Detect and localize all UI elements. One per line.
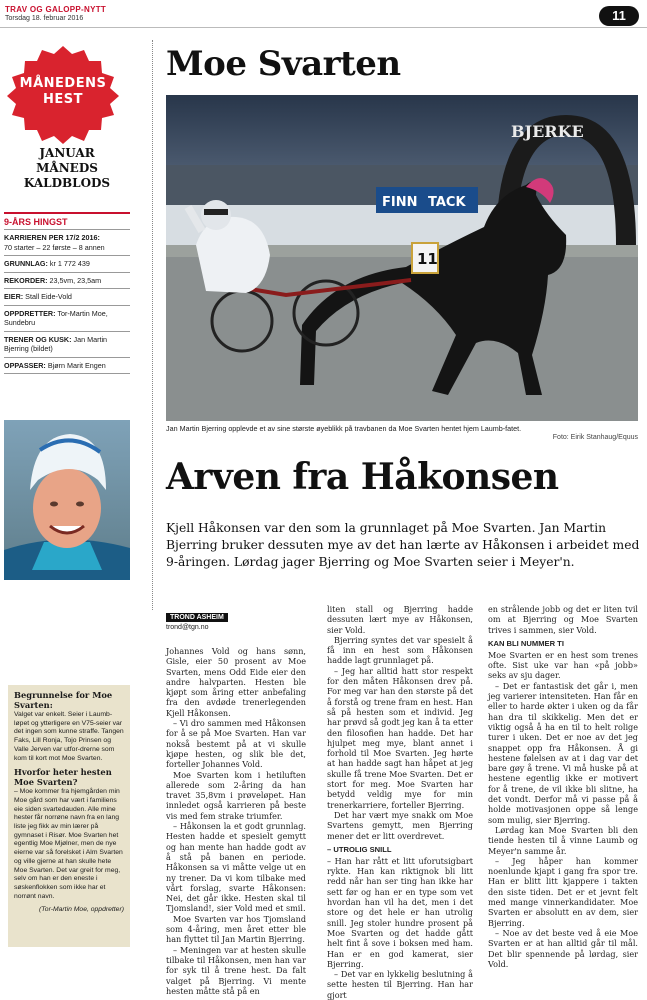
article-column-3: en strålende jobb og det er liten tvil om at Bjerring og Moe Svarten trives i sammen, sier Vold. KAN BLI NUMMER TI Moe Svarten er en hest som trenes ofte. Sist uke var han «på jobb» seks av sju dager. – Det er fantastisk det går i, men jeg varierer intensiteten. Han får en eller to harde økter i uken og da får han dra til skikkelig. Men det er viktig også å ha en til to helt rolige turer i uken. Det er noe av det jeg snappet opp fra Håkonsen. Å gi hestene følelsen av at i dag var det bare gøy å trene. Vi må huske på at hestene egentlig ikke er motivert for å trene, de vil ikke bli slitne, ha det vondt. Derfor må vi passe på å holde motivasjonen oppe så lenge som mulig, sier Bjerring. Lørdag kan Moe Svarten bli den tiende hesten til å vinne Laumb og Meyer'n samme år. – Jeg håper han kommer noenlunde kjapt i gang fra spor tre. Han er blitt litt kjappere i takten den siste tiden. Det er et jevnt felt med mange vinnerkandidater. Moe Svarten er absolutt en av dem, sier Bjerring. – Noe av det beste ved å eie Moe Svarten er at han alltid går til mål. Det blir spennende på lørdag, sier Vold. [488, 604, 638, 969]
article-column-1: Johannes Vold og hans sønn, Gisle, eier 50 prosent av Moe Svarten, mens Odd Eide eier den andre halvparten. Hesten ble kjøpt som åring etter anbefaling fra den avdøde trenerlegenden Kjell Håkonsen. – Vi dro sammen med Håkonsen for å se på Moe Svarten. Han var nokså bestemt på at vi skulle kjøpe hesten, og slik ble det, forteller Johannes Vold. Moe Svarten kom i hetiluften allerede som 2-åring da han travet 35,8vm i prøveløpet. Han innledet også karrieren på beste vis med fem strake triumfer. – Håkonsen la et godt grunnlag. Hesten hadde et spesielt gemytt og han mente han hadde godt av å stå på banen en periode. Håkonsen sa vi måtte velge ut en ny trener. Da vi kom tilbake med vårt forslag, svarte Håkonsen: Nei, det går ikke. Hesten skal til Tjomsland!, sier Vold med et smil. Moe Svarten var hos Tjomsland som 4-åring, men året etter ble han flyttet til Jan Martin Bjerring. – Meningen var at hesten skulle tilbake til Håkonsen, men han var for syk til å trene hest. Da falt valget på Bjerring. Vi mente hesten måtte stå på en [166, 646, 306, 996]
race-photo [166, 95, 638, 421]
photo-caption: Jan Martin Bjerring opplevde et av sine største øyeblikk på travbanen da Moe Svarten hentet hjem Laumb-fatet. [166, 424, 522, 433]
fact-breeder: OPPDRETTER: Tor-Martin Moe, Sundebru [4, 306, 130, 332]
info-box [8, 685, 130, 947]
publication-name: TRAV OG GALOPP-NYTT [5, 5, 107, 14]
fact-career: KARRIEREN PER 17/2 2016: 70 starter – 22 første – 8 annen [4, 230, 130, 256]
byline [166, 604, 306, 631]
photo-credit: Foto: Eirik Stanhaug/Equus [552, 434, 638, 441]
trainer-portrait [4, 420, 130, 580]
horse-age: 9-ÅRS HINGST [4, 214, 130, 230]
race-number: 11 [417, 250, 438, 268]
finn-tack-sign: FINN [382, 195, 418, 210]
author-email: trond@tgn.no [166, 624, 209, 631]
svg-text:TACK: TACK [428, 195, 466, 210]
info-signature: (Tor-Martin Moe, oppdretter) [39, 906, 124, 914]
bjerke-sign: BJERKE [511, 122, 584, 141]
subheading-utrolig-snill: – UTROLIG SNILL [327, 844, 392, 854]
fact-trainer: TRENER OG KUSK: Jan Martin Bjerring (bildet) [4, 332, 130, 358]
fact-owner: EIER: Stall Eide-Vold [4, 289, 130, 306]
page-number: 11 [599, 6, 639, 26]
month-award-title: JANUAR MÅNEDS KALDBLODS [23, 146, 111, 190]
info-heading-name: Hvorfor heter hesten Moe Svarten? [14, 767, 112, 787]
info-heading-reason: Begrunnelse for Moe Svarten: [14, 690, 113, 710]
info-text-reason: Valget var enkelt. Seier i Laumb-løpet og ytterligere en V75-seier var det ingen som kunne straffe. Tangen Faks, Lill Ronja, Tojo Prinsen og Valle Jerven var utfor-drerne som kom til kort mot Moe Svarten. [14, 711, 124, 762]
horse-fact-box [4, 212, 130, 374]
fact-earnings: GRUNNLAG: kr 1 772 439 [4, 256, 130, 273]
issue-date: Torsdag 18. februar 2016 [5, 15, 84, 22]
info-text-name: – Moe kommer fra hjemgården min Moe gård som har vært i familiens eie siden svartedauden. Alle mine hester får norrøne navn fra en lang liste jeg fikk av min lærer på gymnaset i Risør. Moe Svarten het egentlig Moe Mjølner, men de nye eierne var så forelsket i Alm Svarten og ville gjerne at han skulle hete Moe Svarten. Det var greit for meg, selv om han er den eneste i søskenflokken som ikke har et norrønt navn. [14, 788, 123, 900]
fact-groom: OPPASSER: Bjørn Marit Engen [4, 358, 130, 375]
article-headline: Arven fra Håkonsen [166, 456, 559, 498]
fact-records: REKORDER: 23,5vm, 23,5am [4, 273, 130, 290]
column-divider [152, 40, 153, 610]
article-column-2: liten stall og Bjerring hadde dessuten lært mye av Håkonsen, sier Vold. Bjerring syntes det var spesielt å få inn en hest som Håkonsen hadde lagt grunnlaget på. – Jeg har alltid hatt stor respekt for den måten Håkonsen drev på. For meg var han den største på det å forstå og trene fram en hest. Han så på hesten som et individ. Jeg har prøvd så godt jeg kan å ta etter den filosofien han hadde. Det har hjulpet meg mye, blant annet i forhold til Moe Svarten. Jeg hørte at han hadde sagt han håpet at jeg skulle få trene Moe Svarten. Det er stort for meg. Moe Svarten har betydd veldig mye for min trenerkarriere, forteller Bjerring. Det har vært mye snakk om Moe Svartens gemytt, men Bjerring mener det er litt overdrevet. – UTROLIG SNILL – Han har rått et litt uforutsigbart rykte. Han kan riktignok bli litt redd når han ser ting han ikke har sett før og han er en type som vet hvordan han vil ha det, men i det store og det hele er han utrolig snill. Jeg stoler hundre prosent på Moe Svarten og det hadde gått helt fint å sove i boksen med ham. Han er en god kamerat, sier Bjerring. – Det var en lykkelig beslutning å sette hesten til Bjerring. Han har gjort [327, 604, 473, 1000]
page-title: Moe Svarten [166, 44, 401, 84]
subheading-kan-bli-nummer-ti: KAN BLI NUMMER TI [488, 638, 564, 648]
page-header [0, 0, 647, 28]
author-name: TROND ASHEIM [166, 613, 228, 622]
seal-label: MÅNEDENS HEST [19, 76, 107, 107]
article-lead: Kjell Håkonsen var den som la grunnlaget på Moe Svarten. Jan Martin Bjerring bruker dessuten mye av det han lærte av Håkonsen i arbeidet med 9-åringen. Lørdag jager Bjerring og Moe Svarten seier i Meyer'n. [166, 521, 640, 569]
